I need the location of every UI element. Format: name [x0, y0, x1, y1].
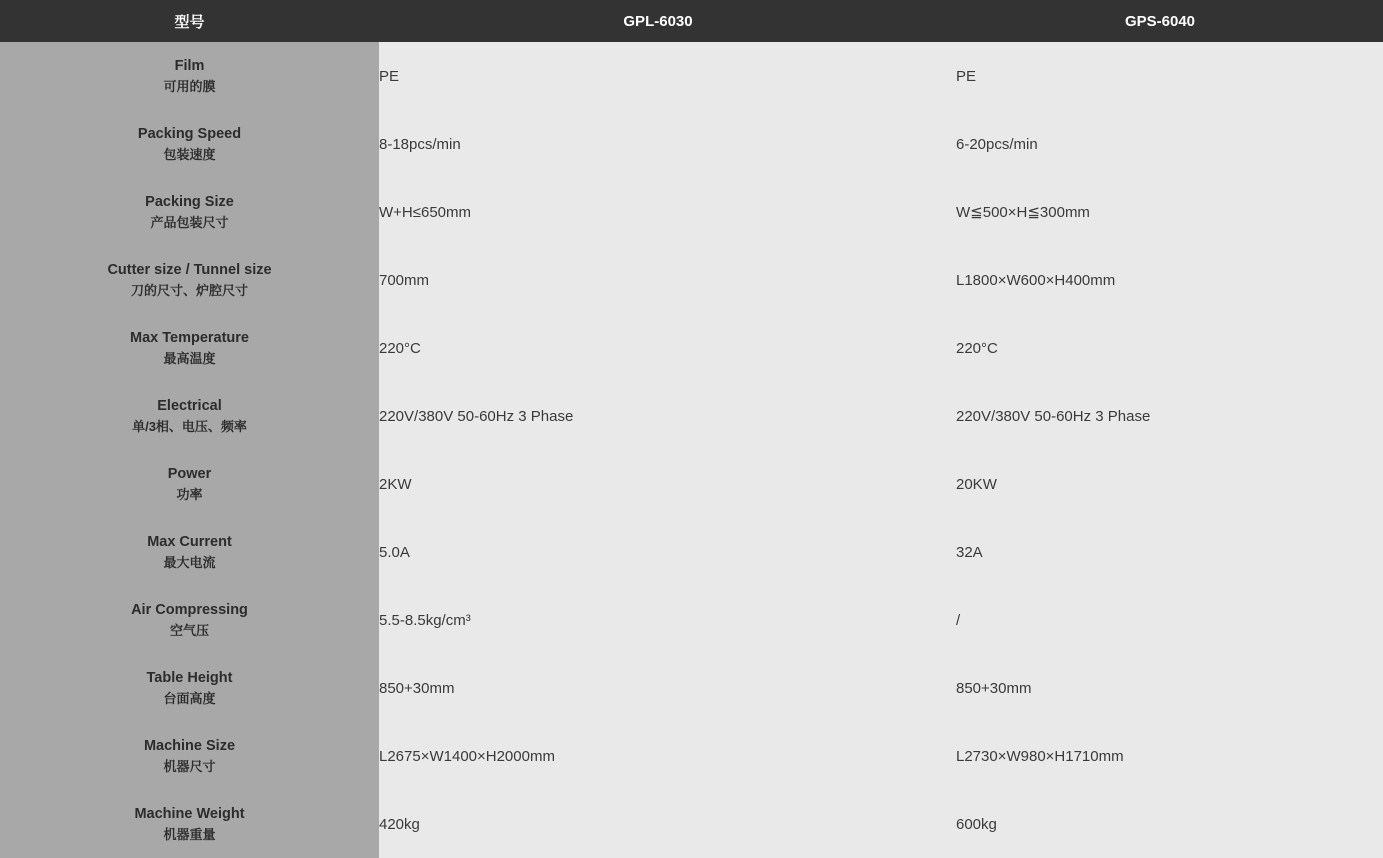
table-row — [0, 586, 1383, 654]
row-value-gps-6040: 220V/380V 50-60Hz 3 Phase — [937, 382, 1383, 450]
table-row — [0, 382, 1383, 450]
row-value-gps-6040: 600kg — [937, 790, 1383, 858]
row-value-gps-6040: 220°C — [937, 314, 1383, 382]
row-value-gpl-6030: 850+30mm — [379, 654, 937, 722]
table-row — [0, 654, 1383, 722]
table-header — [0, 0, 1383, 42]
row-label-zh: 包装速度 — [163, 146, 216, 162]
row-label-zh: 功率 — [176, 486, 203, 502]
row-value-gpl-6030: 5.0A — [379, 518, 937, 586]
table-row — [0, 450, 1383, 518]
row-value-gpl-6030: 220°C — [379, 314, 937, 382]
row-label — [0, 722, 379, 790]
row-label-zh: 可用的膜 — [163, 78, 216, 94]
row-value-gpl-6030: 8-18pcs/min — [379, 110, 937, 178]
column-header-gps-6040: GPS-6040 — [937, 0, 1383, 42]
row-value-gps-6040: L1800×W600×H400mm — [937, 246, 1383, 314]
row-value-gpl-6030: 2KW — [379, 450, 937, 518]
row-value-gps-6040: 32A — [937, 518, 1383, 586]
row-label — [0, 314, 379, 382]
table-row — [0, 790, 1383, 858]
row-label-en: Max Temperature — [130, 329, 249, 346]
row-label — [0, 450, 379, 518]
row-value-gps-6040: 850+30mm — [937, 654, 1383, 722]
table-row — [0, 314, 1383, 382]
row-label-en: Machine Size — [143, 737, 236, 754]
row-label-en: Film — [174, 57, 205, 74]
row-label-en: Cutter size / Tunnel size — [107, 261, 272, 278]
row-value-gpl-6030: 700mm — [379, 246, 937, 314]
table-row — [0, 110, 1383, 178]
row-label — [0, 178, 379, 246]
row-label-zh: 机器尺寸 — [163, 758, 216, 774]
row-label — [0, 110, 379, 178]
row-label-en: Power — [167, 465, 212, 482]
row-label-zh: 台面高度 — [163, 690, 216, 706]
row-label — [0, 790, 379, 858]
row-value-gpl-6030: W+H≤650mm — [379, 178, 937, 246]
row-label-en: Max Current — [147, 533, 232, 550]
table-row — [0, 246, 1383, 314]
row-label — [0, 382, 379, 450]
table-row — [0, 42, 1383, 110]
row-value-gpl-6030: PE — [379, 42, 937, 110]
row-label-zh: 机器重量 — [163, 826, 216, 842]
row-value-gps-6040: W≦500×H≦300mm — [937, 178, 1383, 246]
row-value-gpl-6030: 5.5-8.5kg/cm³ — [379, 586, 937, 654]
row-label-en: Electrical — [157, 397, 222, 414]
table-header-row — [0, 0, 1383, 42]
row-value-gpl-6030: L2675×W1400×H2000mm — [379, 722, 937, 790]
row-value-gpl-6030: 420kg — [379, 790, 937, 858]
row-value-gpl-6030: 220V/380V 50-60Hz 3 Phase — [379, 382, 937, 450]
row-label-en: Table Height — [146, 669, 233, 686]
table-row — [0, 722, 1383, 790]
row-value-gps-6040: PE — [937, 42, 1383, 110]
row-label-zh: 产品包装尺寸 — [150, 214, 229, 230]
row-value-gps-6040: / — [937, 586, 1383, 654]
row-label-zh: 空气压 — [169, 622, 209, 638]
row-label — [0, 42, 379, 110]
row-label-en: Packing Size — [145, 193, 234, 210]
row-label-zh: 最大电流 — [163, 554, 216, 570]
row-label-en: Packing Speed — [137, 125, 242, 142]
row-label-en: Machine Weight — [134, 805, 245, 822]
row-label — [0, 518, 379, 586]
table-row — [0, 518, 1383, 586]
table-row — [0, 178, 1383, 246]
row-label — [0, 246, 379, 314]
row-label — [0, 586, 379, 654]
row-value-gps-6040: 20KW — [937, 450, 1383, 518]
row-value-gps-6040: 6-20pcs/min — [937, 110, 1383, 178]
column-header-model: 型号 — [0, 0, 379, 42]
column-header-gpl-6030: GPL-6030 — [379, 0, 937, 42]
row-label-zh: 单/3相、电压、频率 — [132, 418, 247, 434]
row-label — [0, 654, 379, 722]
table-body — [0, 42, 1383, 858]
row-label-zh: 刀的尺寸、炉腔尺寸 — [130, 282, 248, 298]
row-label-en: Air Compressing — [131, 601, 248, 618]
row-value-gps-6040: L2730×W980×H1710mm — [937, 722, 1383, 790]
row-label-zh: 最高温度 — [163, 350, 216, 366]
